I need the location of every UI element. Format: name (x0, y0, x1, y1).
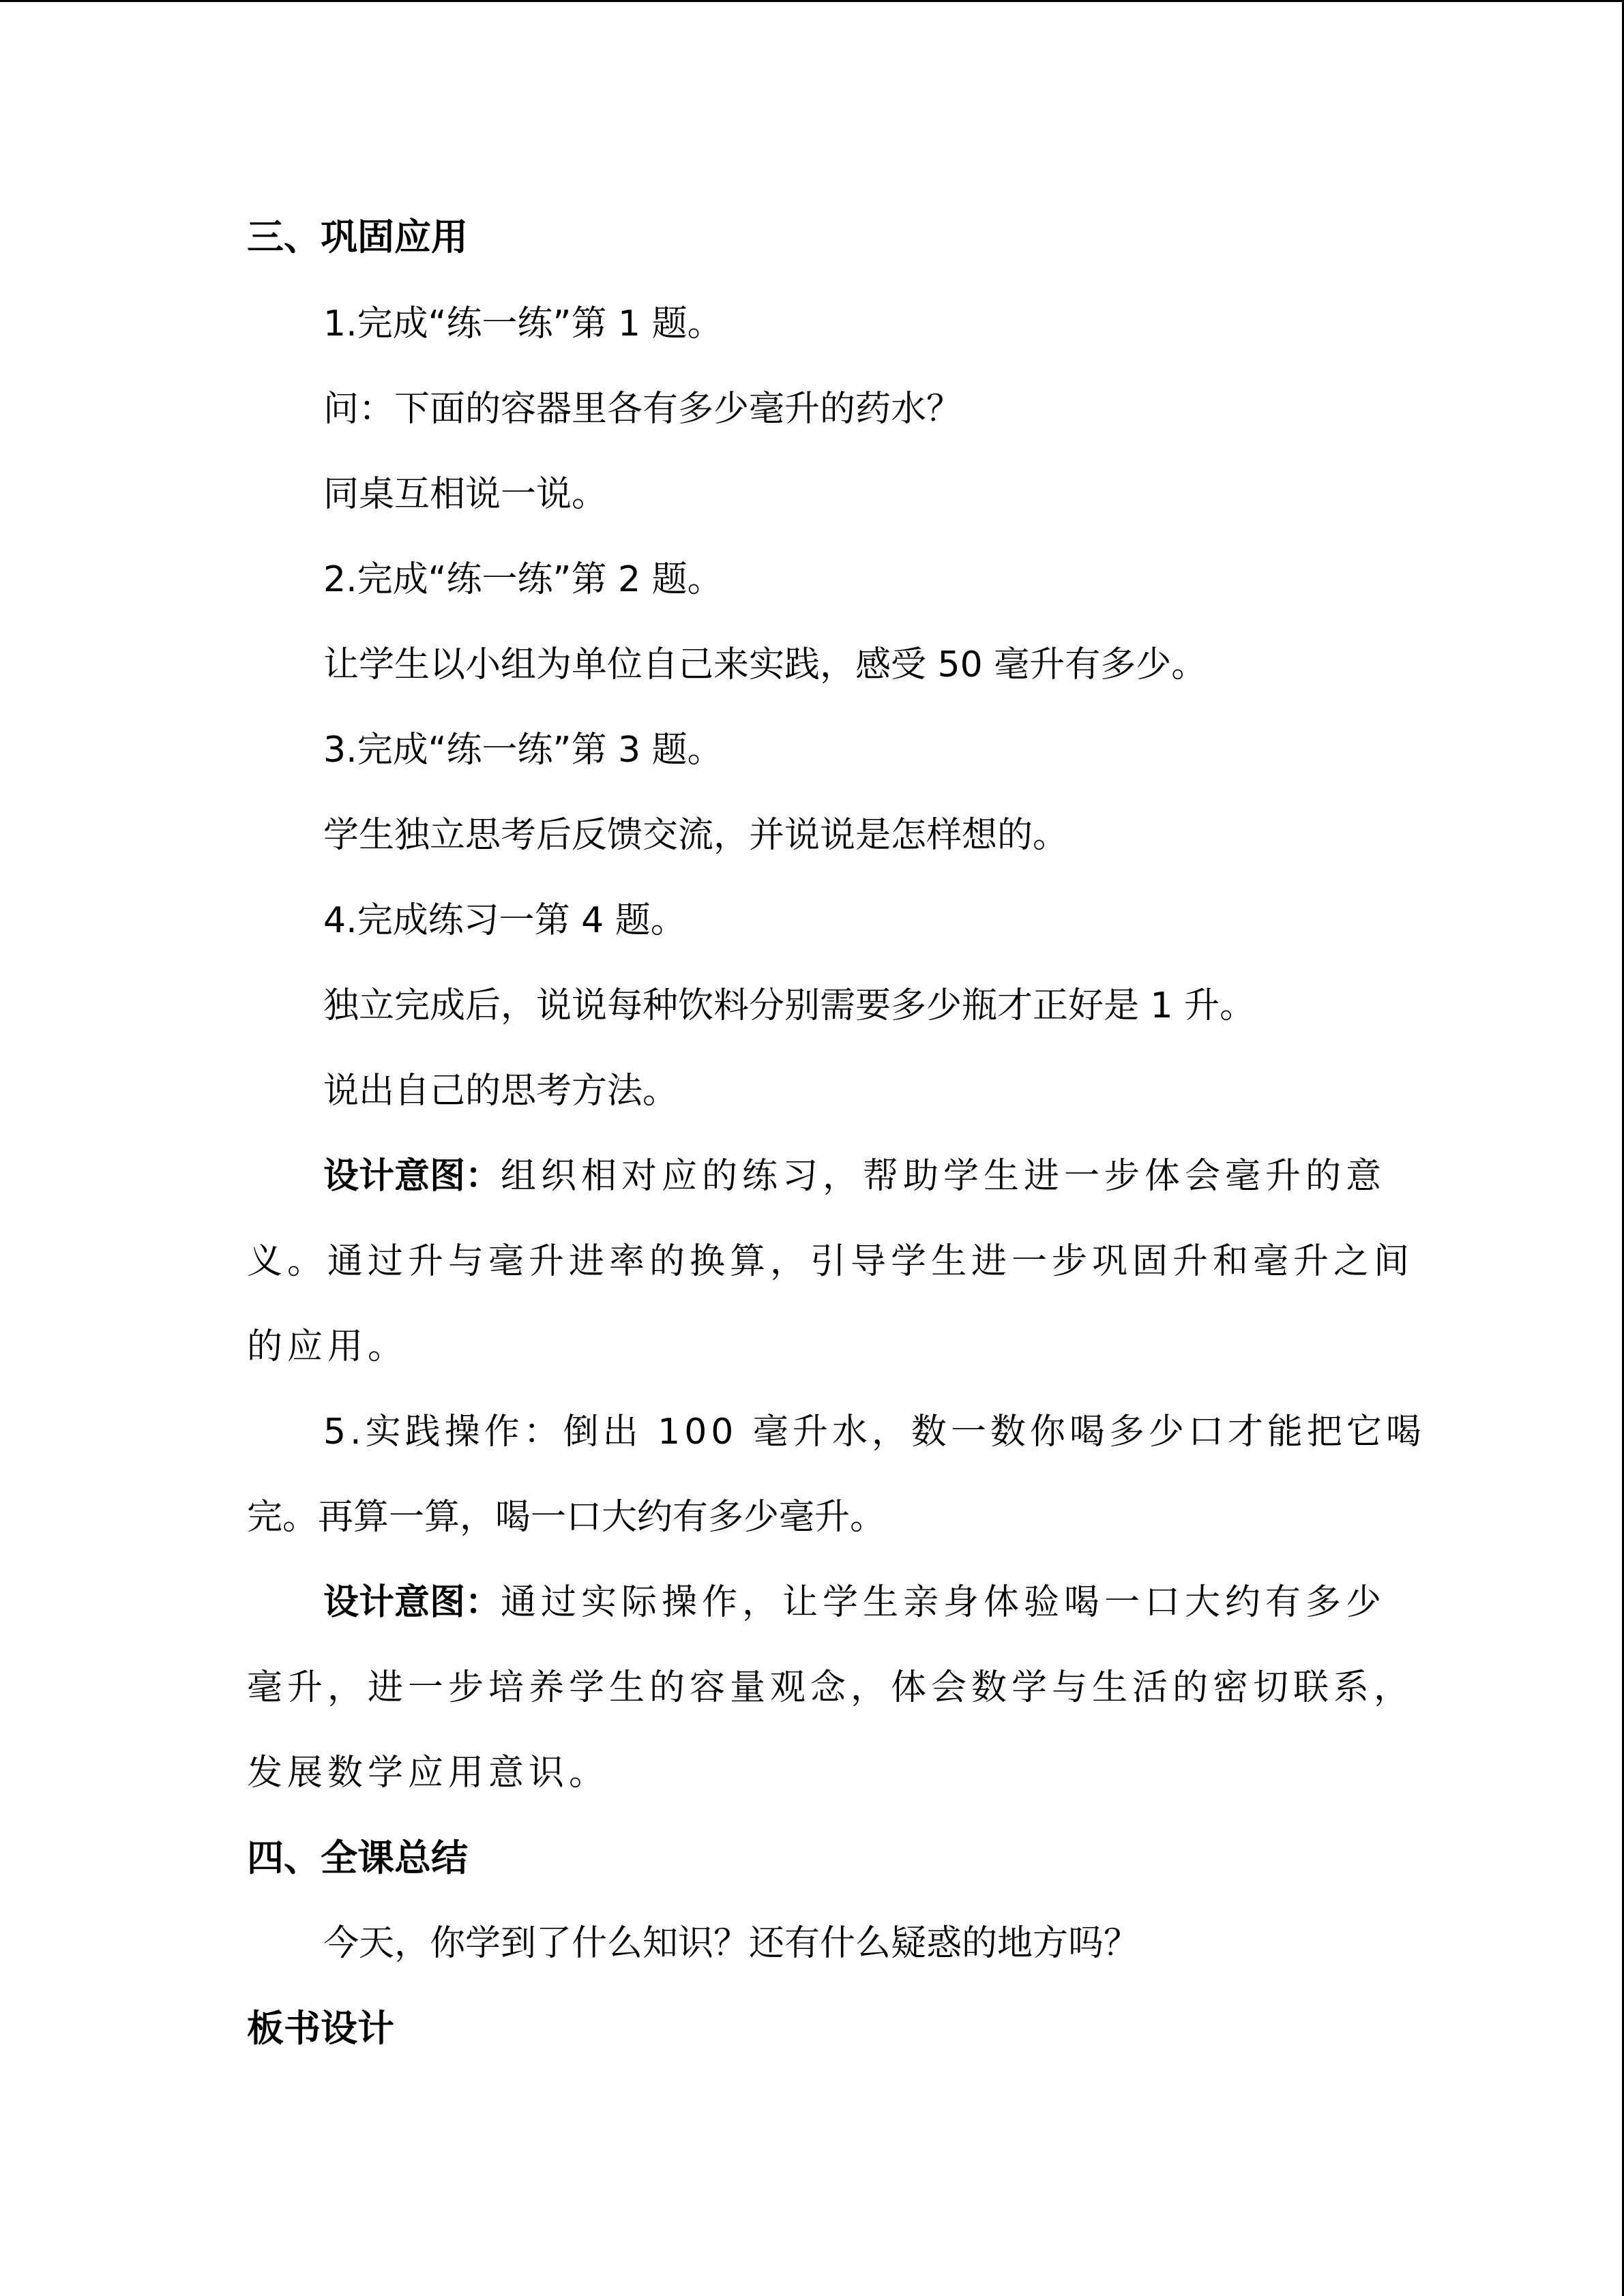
item4-title: 4.完成练习一第 4 题。 (323, 900, 686, 941)
item2-activity: 让学生以小组为单位自己来实践，感受 50 毫升有多少。 (323, 644, 1207, 685)
design-intent-2-line-3: 发展数学应用意识。 (247, 1753, 610, 1793)
item1-activity: 同桌互相说一说。 (323, 474, 608, 515)
design-intent-1-line-2: 义。通过升与毫升进率的换算，引导学生进一步巩固升和毫升之间 (247, 1241, 1415, 1282)
design-intent-1-line-3: 的应用。 (247, 1326, 409, 1367)
design-intent-label: 设计意图： (323, 1582, 501, 1623)
item1-question: 问：下面的容器里各有多少毫升的药水？ (323, 389, 962, 430)
section-heading-consolidate: 三、巩固应用 (247, 215, 468, 258)
item2-title: 2.完成“练一练”第 2 题。 (323, 559, 723, 600)
section-heading-board-design: 板书设计 (247, 2007, 394, 2050)
design-intent-1-first-line (323, 1152, 1386, 1200)
item5-line-1: 5.实践操作：倒出 100 毫升水，数一数你喝多少口才能把它喝 (323, 1412, 1426, 1452)
item1-title: 1.完成“练一练”第 1 题。 (323, 303, 723, 344)
design-intent-text: 通过实际操作，让学生亲身体验喝一口大约有多少 (501, 1582, 1387, 1623)
design-intent-label: 设计意图： (323, 1156, 501, 1197)
design-intent-2-line-2: 毫升，进一步培养学生的容量观念，体会数学与生活的密切联系， (247, 1667, 1415, 1708)
section-heading-summary: 四、全课总结 (247, 1836, 468, 1879)
design-intent-text: 组织相对应的练习，帮助学生进一步体会毫升的意 (501, 1156, 1387, 1197)
item3-title: 3.完成“练一练”第 3 题。 (323, 730, 723, 771)
item3-activity: 学生独立思考后反馈交流，并说说是怎样想的。 (323, 815, 1069, 856)
summary-text: 今天，你学到了什么知识？还有什么疑惑的地方吗？ (323, 1923, 1140, 1964)
item4-activity-2: 说出自己的思考方法。 (323, 1071, 679, 1112)
item5-line-2: 完。再算一算，喝一口大约有多少毫升。 (247, 1497, 886, 1538)
design-intent-2-first-line (323, 1579, 1386, 1626)
item4-activity-1: 独立完成后，说说每种饮料分别需要多少瓶才正好是 1 升。 (323, 985, 1256, 1026)
